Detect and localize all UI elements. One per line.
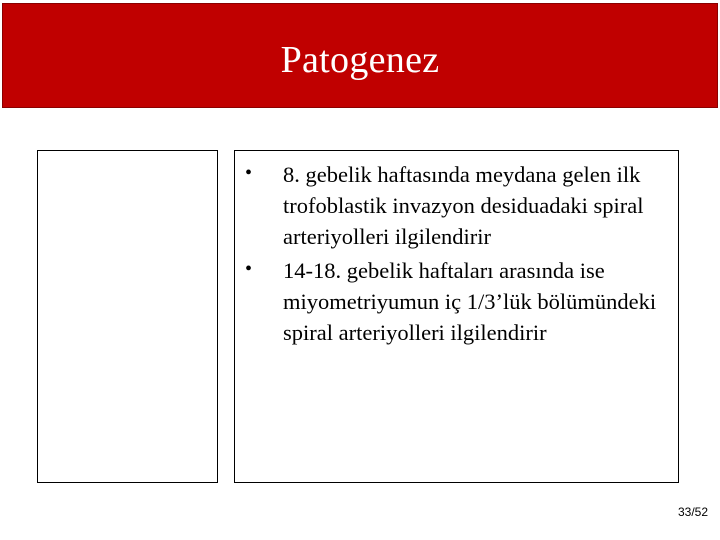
bullet-dot: • [245,162,253,184]
slide-title: Patogenez [280,39,440,81]
bullet-text: 8. gebelik haftasında meydana gelen ilk trofoblastik invazyon desiduadaki spiral arteriyolleri ilgilendirir [283,162,644,249]
bullet-text: 14-18. gebelik haftaları arasında ise miyometriyumun iç 1/3’lük bölümündeki spiral arteriyolleri ilgilendirir [283,258,657,345]
content-box [234,150,679,483]
page-number: 33/52 [677,505,708,519]
bullet-dot: • [245,258,253,280]
image-placeholder-box [37,150,218,483]
title-bar [2,3,718,108]
